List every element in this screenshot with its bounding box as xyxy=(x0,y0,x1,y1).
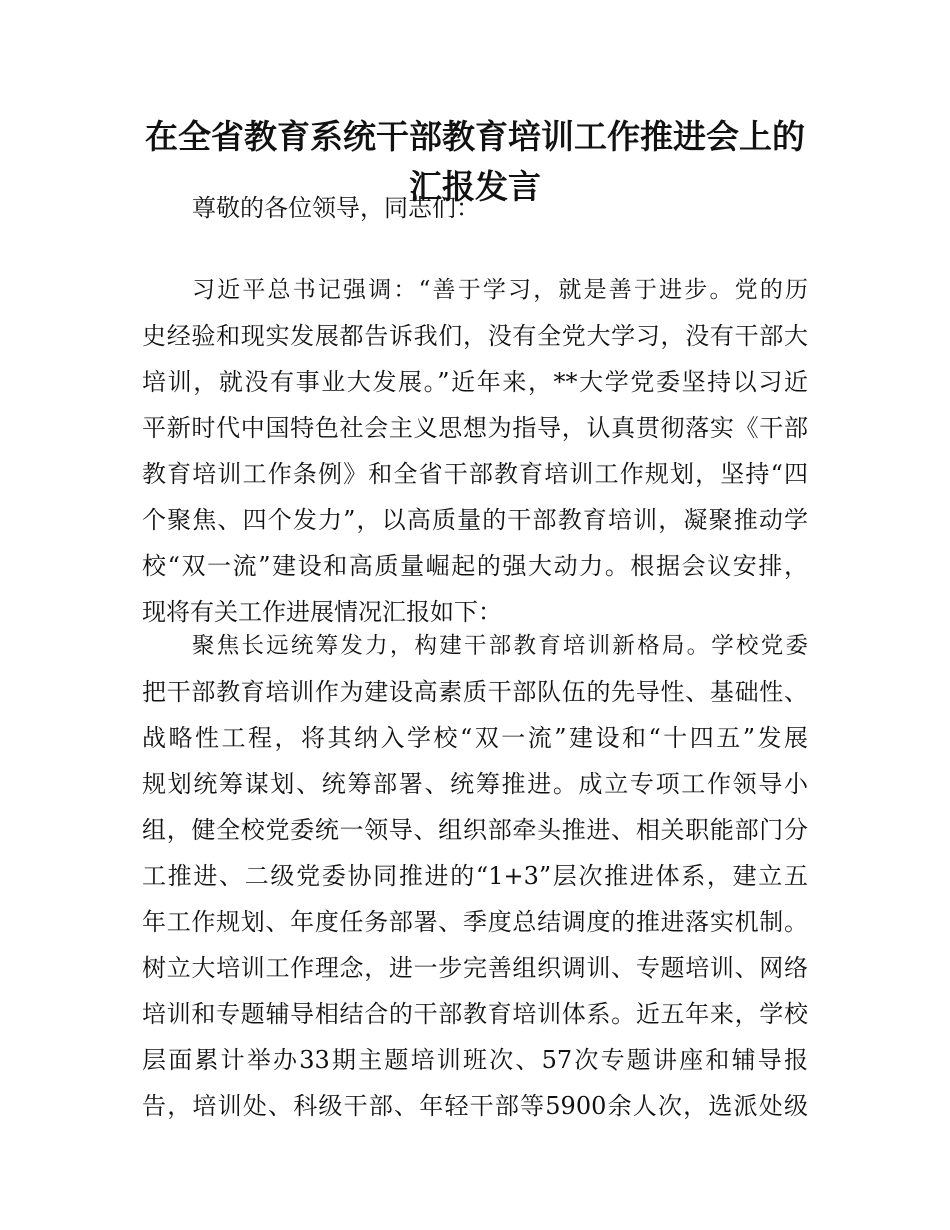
paragraph-line: 平新时代中国特色社会主义思想为指导，认真贯彻落实《干部 xyxy=(142,414,808,442)
paragraph-line: 史经验和现实发展都告诉我们，没有全党大学习，没有干部大 xyxy=(142,322,808,350)
paragraph-line: 组，健全校党委统一领导、组织部牵头推进、相关职能部门分 xyxy=(142,816,808,844)
paragraph-line: 聚焦长远统筹发力，构建干部教育培训新格局。学校党委 xyxy=(192,633,808,659)
paragraph-line: 战略性工程，将其纳入学校“双一流”建设和“十四五”发展 xyxy=(142,724,808,752)
paragraph-line: 个聚焦、四个发力”，以高质量的干部教育培训，凝聚推动学 xyxy=(142,506,808,534)
paragraph-2 xyxy=(142,623,808,1129)
paragraph-line: 工推进、二级党委协同推进的“1+3”层次推进体系，建立五 xyxy=(142,862,808,890)
paragraph-line: 教育培训工作条例》和全省干部教育培训工作规划，坚持“四 xyxy=(142,460,808,488)
title-line-2: 汇报发言 xyxy=(409,167,541,206)
paragraph-line: 年工作规划、年度任务部署、季度总结调度的推进落实机制。 xyxy=(142,908,808,936)
paragraph-line: 培训，就没有事业大发展。”近年来，**大学党委坚持以习近 xyxy=(142,368,808,396)
title-line-1: 在全省教育系统干部教育培训工作推进会上的 xyxy=(145,117,805,156)
paragraph-line: 现将有关工作进展情况汇报如下： xyxy=(142,598,502,626)
paragraph-line: 告，培训处、科级干部、年轻干部等5900余人次，选派处级 xyxy=(142,1092,808,1120)
paragraph-line: 树立大培训工作理念，进一步完善组织调训、专题培训、网络 xyxy=(142,954,808,982)
paragraph-line: 把干部教育培训作为建设高素质干部队伍的先导性、基础性、 xyxy=(142,678,808,706)
paragraph-1 xyxy=(142,267,808,635)
paragraph-line: 培训和专题辅导相结合的干部教育培训体系。近五年来，学校 xyxy=(142,1000,808,1028)
paragraph-line: 习近平总书记强调：“善于学习，就是善于进步。党的历 xyxy=(192,277,808,303)
paragraph-line: 校“双一流”建设和高质量崛起的强大动力。根据会议安排， xyxy=(142,552,808,580)
paragraph-line: 层面累计举办33期主题培训班次、57次专题讲座和辅导报 xyxy=(142,1046,808,1074)
paragraph-line: 规划统筹谋划、统筹部署、统筹推进。成立专项工作领导小 xyxy=(142,770,808,798)
greeting: 尊敬的各位领导，同志们： xyxy=(192,194,480,222)
